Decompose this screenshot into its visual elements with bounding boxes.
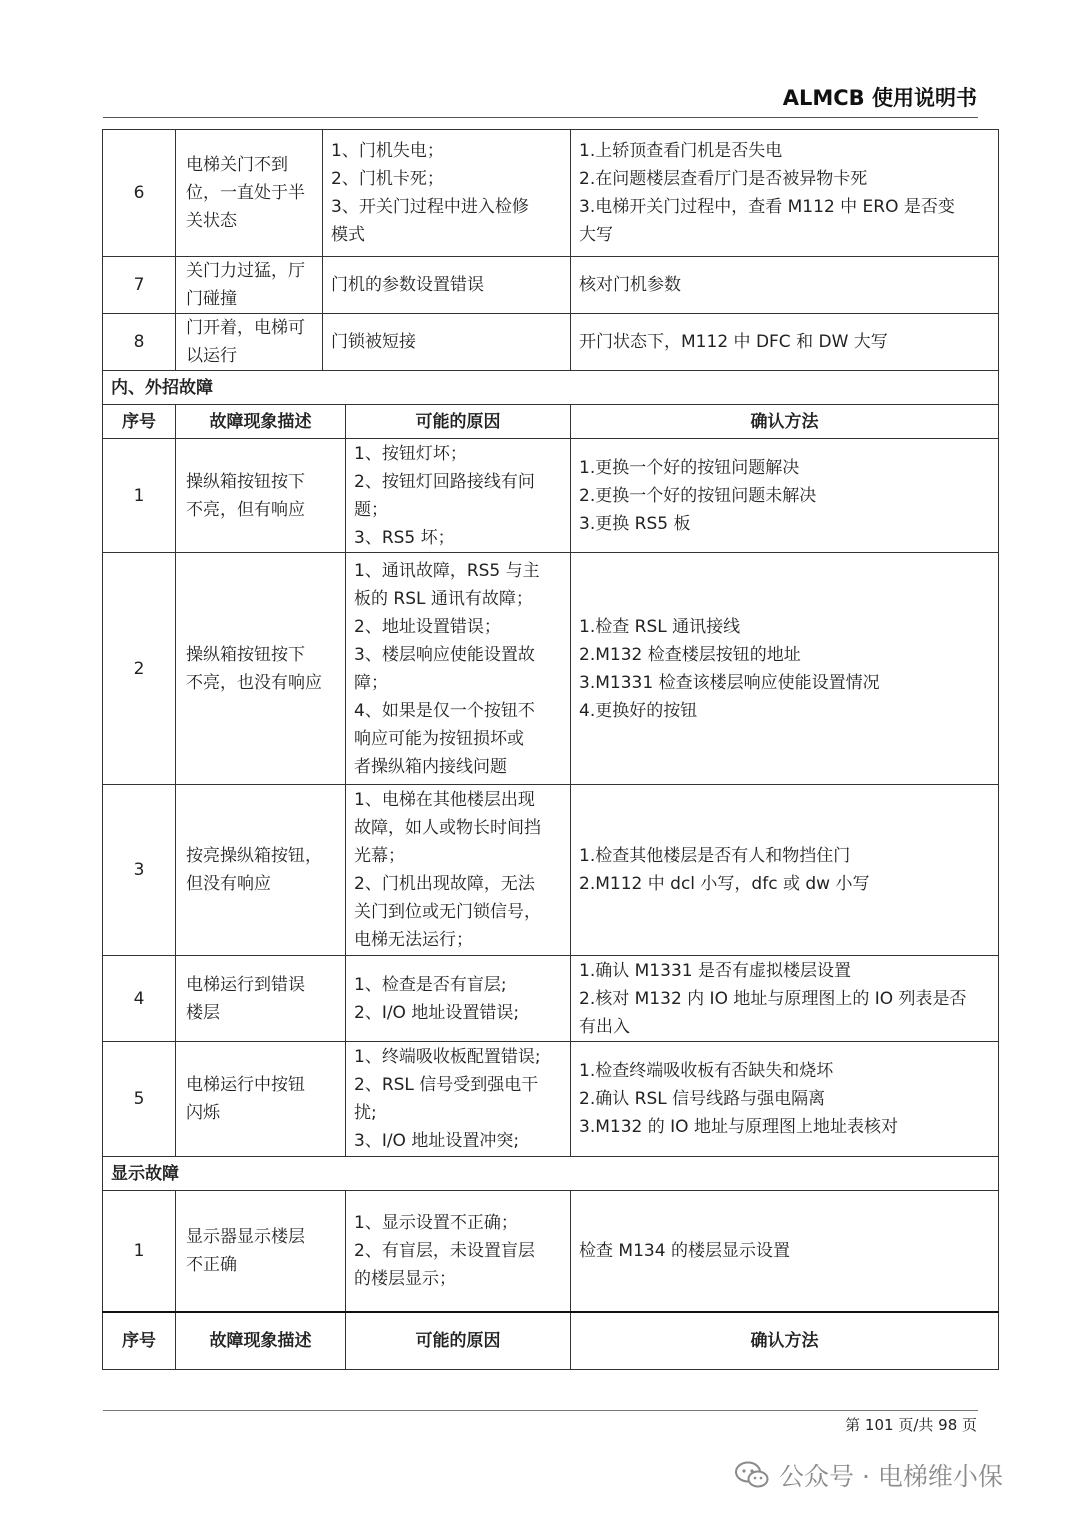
cell-line: 2.M132 检查楼层按钮的地址 — [579, 644, 801, 665]
table-row — [103, 1191, 999, 1312]
document-title: ALMCB 使用说明书 — [782, 86, 977, 110]
possible-cause — [323, 314, 571, 371]
row-number: 1 — [103, 439, 176, 553]
row-number: 8 — [103, 314, 176, 371]
row-number: 1 — [103, 1191, 176, 1312]
cell-line: 1.上轿顶查看门机是否失电 — [579, 141, 783, 161]
header-method: 确认方法 — [571, 1312, 999, 1370]
cell-line: 1.确认 M1331 是否有虚拟楼层设置 — [579, 960, 851, 981]
cell-line: 1、通讯故障，RS5 与主 — [354, 560, 540, 581]
cell-line: 模式 — [331, 225, 365, 245]
cell-line: 门机的参数设置错误 — [331, 275, 484, 295]
cell-line: 2.M112 中 dcl 小写，dfc 或 dw 小写 — [579, 874, 870, 894]
confirmation-method — [571, 785, 999, 956]
header-num: 序号 — [103, 1312, 176, 1370]
cell-line: 门锁被短接 — [331, 332, 416, 352]
section-row — [103, 1157, 999, 1191]
cell-line: 3、楼层响应使能设置故 — [354, 644, 535, 665]
fault-description — [176, 553, 346, 785]
fault-description — [176, 130, 323, 257]
cell-line: 2、按钮灯回路接线有问 — [354, 471, 535, 492]
confirmation-method — [571, 439, 999, 553]
cell-line: 4、如果是仅一个按钮不 — [354, 700, 535, 721]
cell-line: 1、显示设置不正确； — [354, 1212, 518, 1233]
page-number: 第 101 页/共 98 页 — [845, 1416, 977, 1434]
cell-line: 3、开关门过程中进入检修 — [331, 197, 529, 217]
section-row — [103, 371, 999, 405]
wechat-icon — [735, 1461, 769, 1489]
possible-cause — [346, 785, 571, 956]
cell-line: 2.核对 M132 内 IO 地址与原理图上的 IO 列表是否 — [579, 988, 967, 1009]
cell-line: 以运行 — [186, 346, 237, 366]
watermark-text: 公众号 · 电梯维小保 — [779, 1462, 1003, 1491]
cell-line: 2、门机出现故障，无法 — [354, 874, 535, 894]
fault-description — [176, 314, 323, 371]
section-title-display: 显示故障 — [103, 1157, 999, 1191]
cell-line: 1、检查是否有盲层; — [354, 974, 507, 995]
table-row — [103, 314, 999, 371]
possible-cause — [323, 130, 571, 257]
cell-line: 2、I/O 地址设置错误; — [354, 1002, 520, 1023]
cell-line: 的楼层显示； — [354, 1268, 456, 1289]
possible-cause — [346, 553, 571, 785]
cell-line: 1.更换一个好的按钮问题解决 — [579, 457, 800, 478]
cell-line: 3.更换 RS5 板 — [579, 513, 691, 534]
cell-line: 操纵箱按钮按下 — [186, 471, 305, 492]
cell-line: 电梯无法运行； — [354, 930, 473, 950]
row-number: 3 — [103, 785, 176, 956]
cell-line: 3.M1331 检查该楼层响应使能设置情况 — [579, 672, 880, 693]
cell-line: 但没有响应 — [186, 874, 271, 894]
cell-line: 2.在问题楼层查看厅门是否被异物卡死 — [579, 169, 868, 189]
cell-line: 4.更换好的按钮 — [579, 700, 698, 721]
cell-line: 1、电梯在其他楼层出现 — [354, 790, 535, 810]
cell-line: 板的 RSL 通讯有故障； — [354, 588, 533, 609]
header-num: 序号 — [103, 405, 176, 439]
cell-line: 门碰撞 — [186, 289, 237, 309]
possible-cause — [346, 439, 571, 553]
row-number: 6 — [103, 130, 176, 257]
cell-line: 显示器显示楼层 — [186, 1226, 305, 1247]
cell-line: 1、终端吸收板配置错误; — [354, 1047, 541, 1067]
cell-line: 光幕； — [354, 846, 405, 866]
row-number: 5 — [103, 1042, 176, 1157]
cell-line: 不亮，但有响应 — [186, 499, 305, 520]
cell-line: 操纵箱按钮按下 — [186, 644, 305, 665]
cell-line: 1.检查其他楼层是否有人和物挡住门 — [579, 846, 851, 866]
row-number: 7 — [103, 257, 176, 314]
table-row — [103, 130, 999, 257]
cell-line: 关状态 — [186, 211, 237, 231]
fault-description — [176, 956, 346, 1042]
cell-line: 位，一直处于半 — [186, 183, 305, 203]
cell-line: 1.检查 RSL 通讯接线 — [579, 616, 741, 637]
cell-line: 门开着，电梯可 — [186, 318, 305, 338]
fault-description — [176, 257, 323, 314]
cell-line: 1、按钮灯坏； — [354, 443, 467, 464]
table-row — [103, 785, 999, 956]
header-method: 确认方法 — [571, 405, 999, 439]
cell-line: 扰; — [354, 1103, 377, 1123]
header-divider — [103, 117, 978, 118]
cell-line: 3、I/O 地址设置冲突; — [354, 1131, 520, 1151]
confirmation-method — [571, 314, 999, 371]
confirmation-method — [571, 553, 999, 785]
watermark — [735, 1457, 1003, 1493]
table-row — [103, 956, 999, 1042]
cell-line: 电梯运行到错误 — [186, 974, 305, 995]
cell-line: 2、RSL 信号受到强电干 — [354, 1075, 539, 1095]
cell-line: 题； — [354, 499, 388, 520]
cell-line: 者操纵箱内接线问题 — [354, 756, 507, 777]
fault-table-body — [103, 130, 999, 1370]
fault-description — [176, 439, 346, 553]
fault-description — [176, 1042, 346, 1157]
cell-line: 响应可能为按钮损坏或 — [354, 728, 524, 749]
cell-line: 3.电梯开关门过程中，查看 M112 中 ERO 是否变 — [579, 197, 955, 217]
table-row — [103, 257, 999, 314]
cell-line: 检查 M134 的楼层显示设置 — [579, 1240, 790, 1261]
fault-description — [176, 785, 346, 956]
row-number: 4 — [103, 956, 176, 1042]
confirmation-method — [571, 257, 999, 314]
cell-line: 关门到位或无门锁信号， — [354, 902, 541, 922]
cell-line: 3.M132 的 IO 地址与原理图上地址表核对 — [579, 1117, 898, 1137]
header-symptom: 故障现象描述 — [176, 1312, 346, 1370]
cell-line: 2.更换一个好的按钮问题未解决 — [579, 485, 817, 506]
row-number: 2 — [103, 553, 176, 785]
cell-line: 1、门机失电； — [331, 141, 444, 161]
cell-line: 核对门机参数 — [579, 275, 682, 295]
fault-description — [176, 1191, 346, 1312]
possible-cause — [346, 1191, 571, 1312]
cell-line: 不正确 — [186, 1254, 237, 1275]
header-symptom: 故障现象描述 — [176, 405, 346, 439]
table-row — [103, 439, 999, 553]
header-cause: 可能的原因 — [346, 405, 571, 439]
cell-line: 关门力过猛，厅 — [186, 261, 305, 281]
confirmation-method — [571, 956, 999, 1042]
table-row — [103, 1042, 999, 1157]
cell-line: 2、门机卡死； — [331, 169, 444, 189]
cell-line: 闪烁 — [186, 1103, 220, 1123]
confirmation-method — [571, 1042, 999, 1157]
cell-line: 2、有盲层，未设置盲层 — [354, 1240, 535, 1261]
table-header-row — [103, 1312, 999, 1370]
confirmation-method — [571, 1191, 999, 1312]
footer-divider — [103, 1410, 978, 1411]
table-header-row — [103, 405, 999, 439]
cell-line: 1.检查终端吸收板有否缺失和烧坏 — [579, 1061, 834, 1081]
cell-line: 按亮操纵箱按钮， — [186, 846, 322, 866]
possible-cause — [346, 956, 571, 1042]
cell-line: 楼层 — [186, 1002, 220, 1023]
confirmation-method — [571, 130, 999, 257]
section-title-call: 内、外招故障 — [103, 371, 999, 405]
header-cause: 可能的原因 — [346, 1312, 571, 1370]
cell-line: 2、地址设置错误； — [354, 616, 501, 637]
possible-cause — [323, 257, 571, 314]
cell-line: 电梯运行中按钮 — [186, 1075, 305, 1095]
cell-line: 开门状态下，M112 中 DFC 和 DW 大写 — [579, 332, 888, 352]
cell-line: 2.确认 RSL 信号线路与强电隔离 — [579, 1089, 826, 1109]
table-row — [103, 553, 999, 785]
fault-table — [102, 129, 999, 1370]
cell-line: 有出入 — [579, 1016, 631, 1037]
cell-line: 障； — [354, 672, 388, 693]
cell-line: 3、RS5 坏； — [354, 527, 455, 548]
cell-line: 故障，如人或物长时间挡 — [354, 818, 541, 838]
cell-line: 大写 — [579, 225, 614, 245]
cell-line: 不亮，也没有响应 — [186, 672, 322, 693]
cell-line: 电梯关门不到 — [186, 155, 288, 175]
possible-cause — [346, 1042, 571, 1157]
